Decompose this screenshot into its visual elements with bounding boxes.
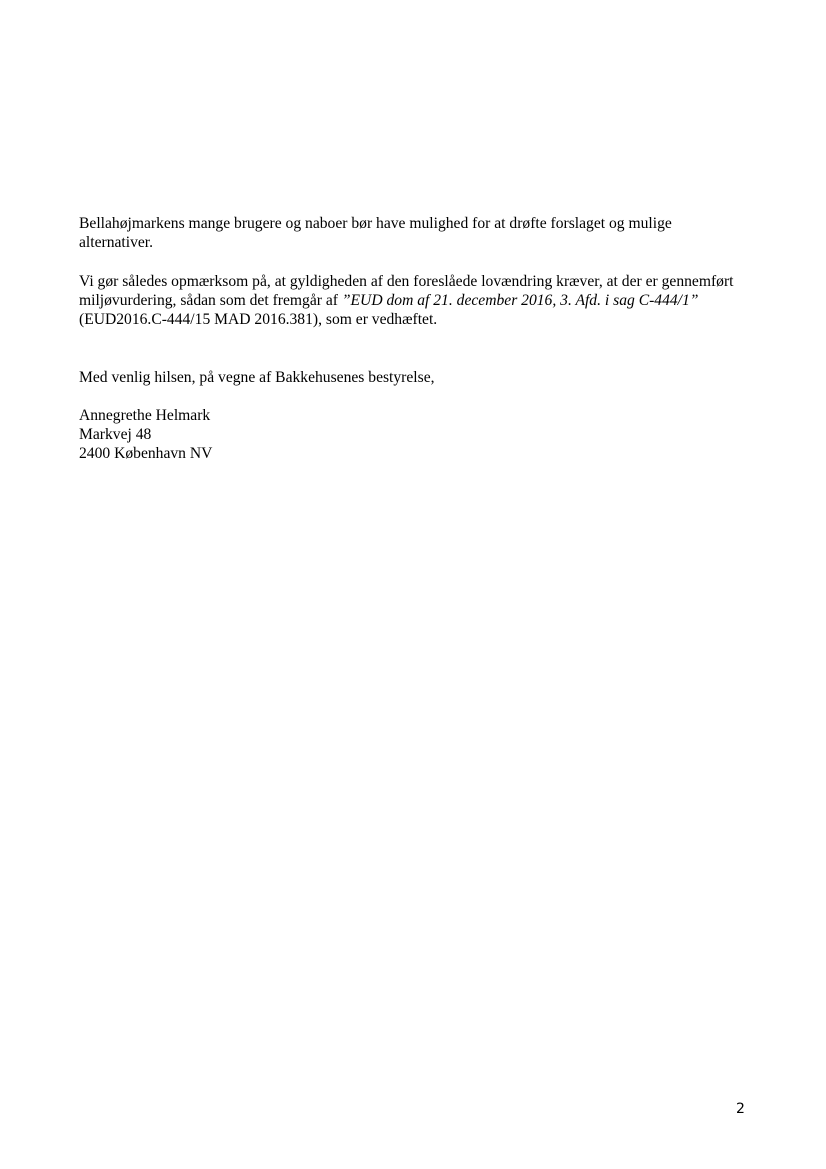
signature-city: 2400 København NV [79,445,213,462]
paragraph-text-after-citation: (EUD2016.C-444/15 MAD 2016.381), som er vedhæftet. [79,311,438,328]
closing-greeting: Med venlig hilsen, på vegne af Bakkehusenes bestyrelse, [79,369,435,386]
signature-street: Markvej 48 [79,426,152,443]
court-ruling-citation: ”EUD dom af 21. december 2016, 3. Afd. i sag C-444/1” [341,292,699,309]
signature-name: Annegrethe Helmark [79,407,211,424]
paragraph-text-before-citation: Vi gør således opmærksom på, at gyldigheden af den foreslåede lovændring kræver, at der er gennemført miljøvurdering, sådan som det fremgår af [79,273,734,309]
paragraph-environmental-assessment [79,272,739,329]
page-number: 2 [736,1101,745,1117]
paragraph-participation: Bellahøjmarkens mange brugere og naboer bør have mulighed for at drøfte forslaget og mulige alternativer. [79,215,672,251]
